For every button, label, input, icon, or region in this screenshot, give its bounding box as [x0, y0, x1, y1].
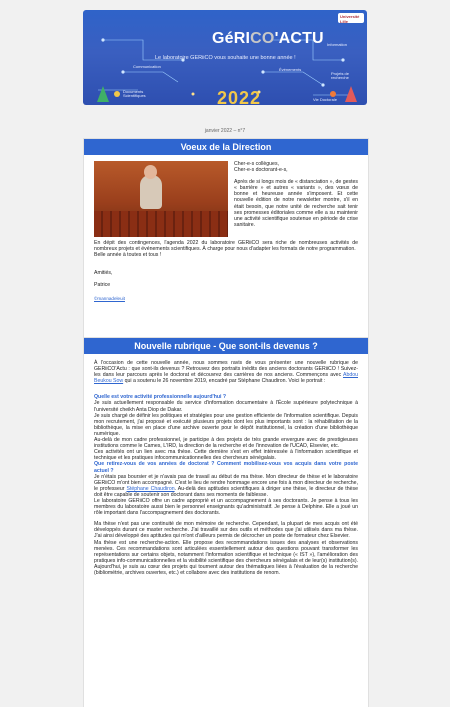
logo-part-2: CO — [250, 30, 275, 47]
answer-2 — [94, 474, 358, 498]
question-1: Quelle est votre activité professionnelle aujourd'hui ? — [94, 394, 227, 401]
greeting-1: Cher-e-s collègues, — [234, 161, 279, 167]
issue-line: janvier 2022 – n°7 — [204, 128, 246, 134]
logo-part-1: GéRI — [212, 30, 251, 47]
section-1-title: Voeux de la Direction — [84, 139, 368, 155]
university-logo-text: Université Lille — [340, 14, 360, 24]
answer-2d: Ma thèse est une recherche-action. Elle propose des recommandations issues des analyses et observations menées. Ces recommandations sont articulées essentiellement autour des questions pouvant transformer les représentations sur certains objets, notamment l'information scientifique et technique (« IST »), l'amélioration des pratiques info-communicationnelles et la visibilité scientifique des chercheurs sénégalais et de leur(s) institution(s). Aujourd'hui, je suis au cœur des projets qui tournent autour des thématiques liées à l'évaluation de la recherche (bibliométrie, archives ouvertes, etc.) et collabore avec des institutions de renom. — [94, 539, 358, 576]
sign-off: Amitiés, — [94, 270, 113, 277]
answer-1d: Ces activités ont un lien avec ma thèse. Cette dernière s'est en effet intéressée à l'information scientifique et technique et les pratiques infocommunicationnelles des chercheurs sénégalais. — [94, 449, 358, 462]
signature: Patrice — [94, 282, 111, 289]
alumni-name-link[interactable]: Abdou Beukou Sow — [94, 372, 358, 385]
banner-tagline: Le laboratoire GERiiCO vous souhaite une bonne année ! — [155, 55, 296, 61]
header-banner — [83, 10, 367, 105]
answer-1b: Je suis chargé de définir les politiques et stratégies pour une gestion efficiente de l'information scientifique. Depuis mon recrutement, j'ai proposé et exécuté plusieurs projets dont les plus importants sont : la réhabilitation de la bibliothèque, la mise en place d'une archive ouverte pour le dépôt institutionnel, la création d'une bibliothèque numérique. — [94, 412, 358, 437]
section-2-title: Nouvelle rubrique - Que sont-ils devenus ? — [84, 338, 368, 354]
banner-year: 2022 — [217, 88, 262, 105]
supervisor-link[interactable]: Stéphane Chaudiron — [126, 485, 175, 492]
intro-paragraph — [94, 360, 358, 384]
answer-2-text-end: . Au-delà des aptitudes scientifiques à diriger une thèse, le directeur de thèse doit être capable de soutenir son doctorant dans ses moments de faiblesse. — [94, 485, 358, 498]
question-2: Que retirez-vous de vos années de doctorat ? Comment mobilisez-vous vos acquis dans votre poste actuel ? — [94, 461, 358, 474]
label-communication: Communication — [133, 64, 161, 69]
photo-credit-link[interactable]: ©mannadeleuit — [94, 296, 125, 302]
answer-2b: Le laboratoire GERiiCO offre un cadre approprié et un accompagnement à ses doctorants. Je pense à tous les membres du laboratoire aussi bien le personnel enseignants qu'administratif. Je pense à Delphine. Elle a joué un rôle important dans l'accompagnement des doctorants. — [94, 497, 358, 517]
section-2-body — [84, 354, 368, 582]
answer-2c: Ma thèse n'est pas une continuité de mon mémoire de recherche. Cependant, la plupart de mes acquis ont été développés durant ce master recherche. J'ai travaillé sur des outils et méthodes que j'ai utilisés dans ma thèse. J'ai ainsi développé des aptitudes qui m'ont d'ailleurs permis de décrocher un poste de formateur chez Elsevier. — [94, 521, 358, 540]
newsletter-logo — [212, 30, 324, 48]
answer-1: Je suis actuellement responsable du service d'information documentaire à l'École supérieure polytechnique à l'université cheikh Anta Diop de Dakar. — [94, 400, 358, 413]
label-events: Événements — [279, 67, 302, 72]
label-information: Information — [327, 42, 348, 47]
label-projects: Projets de recherche — [331, 71, 350, 81]
paragraph-2: En dépit des contingences, l'agenda 2022 du laboratoire GERiiCO sera riche de nombreuses activités de nombreux projets et événements scientifiques. À charge pour nous d'adapter les formats de notre programmation. — [94, 240, 358, 253]
greeting-2: Cher-e-s doctorant-e-s, — [234, 167, 288, 174]
paragraph-1: Après de si longs mois de « distanciation », de gestes « barrière » et autres « variants », des vœux de bonne et heureuse année s'imposent. Et cette nouvelle édition de notre newsletter montre, s'il en était besoin, que notre unité de recherche sait tenir ses promesses éditoriales comme elle a su maintenir une activité scientifique soutenue en période de crise sanitaire. — [234, 179, 358, 228]
paragraph-3: Belle année à toutes et tous ! — [94, 252, 162, 259]
intro-text-end: qui a soutenu le 26 novembre 2019, encadré par Stéphane Chaudiron. Voici le portrait : — [123, 378, 326, 385]
intro-text: À l'occasion de cette nouvelle année, nous sommes ravis de vous présenter une nouvelle rubrique de GERiiCO'Actu : que sont-ils devenus ? Retrouvez des portraits inédits des anciens doctorants GERiiCO ! Suivez-les dans leur parcours après le doctorat et découvrez des carrières de nos anciens. Commençons avec — [94, 360, 358, 379]
director-photo — [94, 161, 228, 237]
label-doctoral: Vie Doctorale — [313, 97, 337, 102]
section-1-body — [84, 155, 368, 309]
answer-2-text: Je n'étais pas boursier et je n'avais pas de travail au début de ma thèse. Mon directeur de thèse et le laboratoire GERiiCO m'ont bien accompagné. C'est le lieu de rendre hommage encore une fois à mon directeur de recherche, le professeur — [94, 473, 358, 492]
section-director-wishes — [83, 138, 369, 338]
section-alumni — [83, 337, 369, 707]
label-documents: Documents Scientifiques — [123, 89, 146, 99]
answer-1c: Au-delà de mon cadre professionnel, je participe à des projets de très grande envergure avec de prestigieuses institutions comme le Cames, L'IRD, la direction de la recherche et de l'innovation de l'UCAD, Elsevier, etc. — [94, 437, 358, 450]
logo-part-3: 'ACTU — [274, 30, 324, 47]
